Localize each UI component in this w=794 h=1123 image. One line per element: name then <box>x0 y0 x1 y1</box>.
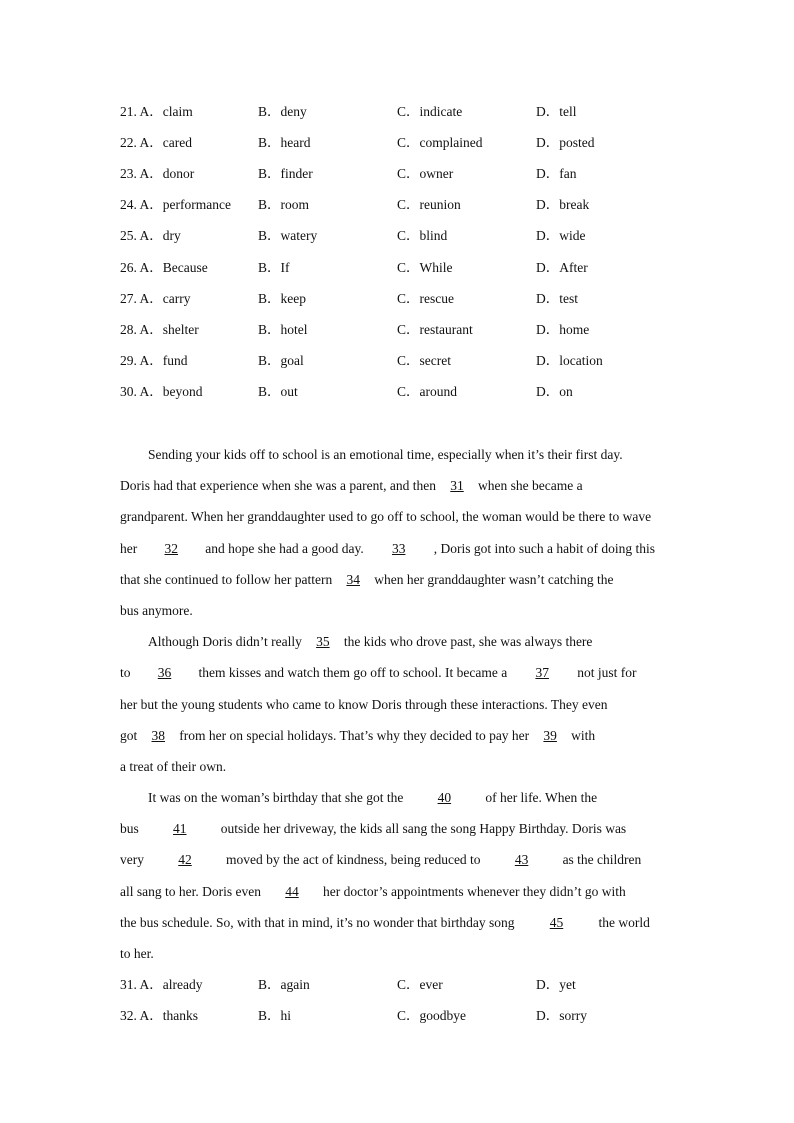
blank-43[interactable]: 43 <box>514 852 529 868</box>
blank-44[interactable]: 44 <box>285 883 299 899</box>
passage-line: grandparent. When her granddaughter used to go off to school, the woman would be there to wave <box>120 509 652 525</box>
cloze-passage <box>120 444 672 974</box>
question-number: 31. A．already <box>120 977 203 992</box>
passage-line: the bus schedule. So, with that in mind, it’s no wonder that birthday song 45 the world <box>120 912 672 943</box>
blank-32[interactable]: 32 <box>164 540 178 556</box>
option-b: B．watery <box>258 228 318 243</box>
option-c: C．restaurant <box>397 322 473 337</box>
option-c: C．blind <box>397 228 448 243</box>
option-b: B．again <box>258 977 310 992</box>
option-d: D．wide <box>536 228 586 243</box>
passage-line: her but the young students who came to know Doris through these interactions. They even <box>120 696 608 712</box>
option-b: B．finder <box>258 166 313 181</box>
passage-line: bus 41 outside her driveway, the kids all sang the song Happy Birthday. Doris was <box>120 818 672 849</box>
blank-40[interactable]: 40 <box>437 790 452 806</box>
blank-38[interactable]: 38 <box>151 727 166 743</box>
question-number: 27. A．carry <box>120 291 191 306</box>
option-b: B．goal <box>258 353 304 368</box>
passage-line: her 32 and hope she had a good day. 33 , Doris got into such a habit of doing this <box>120 538 672 569</box>
option-b: B．If <box>258 260 290 275</box>
option-c: C．around <box>397 384 457 399</box>
option-c: C．indicate <box>397 104 463 119</box>
option-b: B．hotel <box>258 322 308 337</box>
blank-36[interactable]: 36 <box>157 665 172 681</box>
option-d: D．sorry <box>536 1008 587 1023</box>
question-number: 21. A．claim <box>120 104 193 119</box>
option-b: B．deny <box>258 104 307 119</box>
option-d: D．location <box>536 353 603 368</box>
option-d: D．break <box>536 197 590 212</box>
passage-line: that she continued to follow her pattern 34 when her granddaughter wasn’t catching the <box>120 569 672 600</box>
passage-line: Doris had that experience when she was a parent, and then 31 when she became a <box>120 475 672 506</box>
option-d: D．yet <box>536 977 576 992</box>
option-d: D．on <box>536 384 573 399</box>
question-number: 26. A．Because <box>120 260 208 275</box>
option-c: C．reunion <box>397 197 461 212</box>
blank-35[interactable]: 35 <box>316 634 330 650</box>
passage-line: a treat of their own. <box>120 758 227 774</box>
option-b: B．hi <box>258 1008 292 1023</box>
passage-line: got 38 from her on special holidays. That’s why they decided to pay her 39 with <box>120 725 672 756</box>
option-d: D．posted <box>536 135 595 150</box>
option-d: D．home <box>536 322 590 337</box>
option-c: C．owner <box>397 166 454 181</box>
option-b: B．heard <box>258 135 311 150</box>
option-c: C．ever <box>397 977 443 992</box>
option-c: C．complained <box>397 135 483 150</box>
question-number: 30. A．beyond <box>120 384 203 399</box>
passage-line: Although Doris didn’t really 35 the kids who drove past, she was always there <box>120 631 672 662</box>
blank-34[interactable]: 34 <box>346 571 360 587</box>
passage-line: bus anymore. <box>120 602 193 618</box>
option-d: D．fan <box>536 166 577 181</box>
option-c: C．While <box>397 260 453 275</box>
option-d: D．tell <box>536 104 577 119</box>
option-b: B．out <box>258 384 298 399</box>
option-d: D．After <box>536 260 588 275</box>
blank-37[interactable]: 37 <box>535 665 549 681</box>
blank-31[interactable]: 31 <box>450 478 464 494</box>
question-number: 29. A．fund <box>120 353 188 368</box>
blank-42[interactable]: 42 <box>178 852 192 868</box>
question-number: 28. A．shelter <box>120 322 199 337</box>
passage-line: all sang to her. Doris even 44 her doctor’s appointments whenever they didn’t go with <box>120 881 672 912</box>
question-number: 24. A．performance <box>120 197 231 212</box>
blank-33[interactable]: 33 <box>391 540 406 556</box>
question-number: 23. A．donor <box>120 166 195 181</box>
question-number: 22. A．cared <box>120 135 192 150</box>
question-number: 25. A．dry <box>120 228 181 243</box>
option-b: B．room <box>258 197 310 212</box>
blank-39[interactable]: 39 <box>543 727 557 743</box>
question-number: 32. A．thanks <box>120 1008 199 1023</box>
passage-line: Sending your kids off to school is an emotional time, especially when it’s their first day. <box>148 447 623 462</box>
option-b: B．keep <box>258 291 306 306</box>
option-c: C．rescue <box>397 291 454 306</box>
option-c: C．goodbye <box>397 1008 466 1023</box>
passage-line: very 42 moved by the act of kindness, being reduced to 43 as the children <box>120 849 672 880</box>
passage-line: to her. <box>120 946 154 961</box>
blank-41[interactable]: 41 <box>173 821 187 837</box>
passage-line: It was on the woman’s birthday that she got the 40 of her life. When the <box>120 787 672 818</box>
passage-line: to 36 them kisses and watch them go off to school. It became a 37 not just for <box>120 662 672 693</box>
option-c: C．secret <box>397 353 451 368</box>
blank-45[interactable]: 45 <box>549 914 564 930</box>
option-d: D．test <box>536 291 578 306</box>
